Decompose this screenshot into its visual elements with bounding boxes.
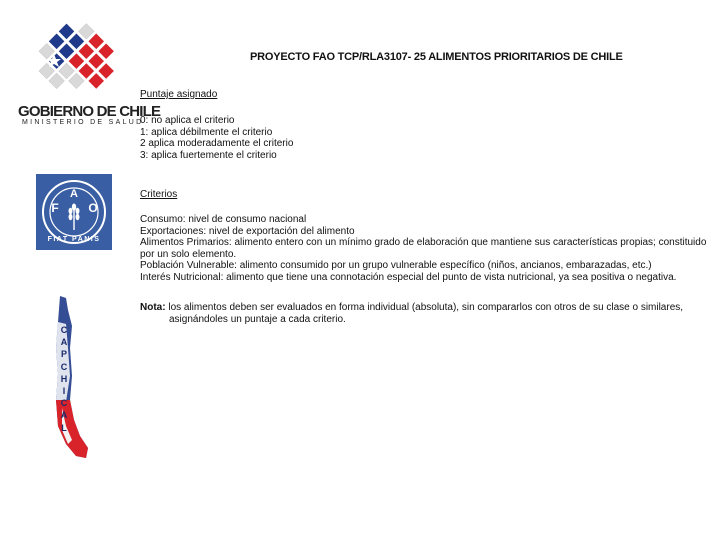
criteria-list [140,214,706,283]
criterion-poblacion: Población Vulnerable: alimento consumido por un grupo vulnerable específico (niños, ancianos, embarazadas, etc.) [140,260,652,271]
fao-letter-a: A [70,188,78,200]
scoring-item: 3: aplica fuertemente el criterio [140,149,277,161]
note-line-2: asignándoles un puntaje a cada criterio. [169,313,346,325]
scoring-item: 1: aplica débilmente el criterio [140,126,273,138]
capchical-letter: A [60,337,68,348]
criterion-primarios: Alimentos Primarios: alimento entero con un mínimo grado de elaboración que mantiene sus características propias; constituido [140,237,707,248]
note-label: Nota: [140,302,166,313]
fao-letter-f: F [51,201,59,215]
capchical-letter: C [60,325,68,335]
capchical-letter: C [60,398,68,409]
criteria-heading: Criterios [140,189,178,200]
criterion-primarios-cont: por un solo elemento. [140,248,237,260]
capchical-letter: H [60,373,68,384]
page-title: PROYECTO FAO TCP/RLA3107- 25 ALIMENTOS PRIORITARIOS DE CHILE [250,51,623,63]
criterion-consumo: Consumo: nivel de consumo nacional [140,214,307,225]
gobierno-de-chile-logo [30,16,120,102]
scoring-heading: Puntaje asignado [140,89,218,100]
capchical-letter: I [62,386,66,397]
gobierno-de-chile-name: GOBIERNO DE CHILE [18,103,161,120]
scoring-item: 0: no aplica el criterio [140,115,235,126]
capchical-letter: P [60,349,67,360]
fao-motto: FIAT PANIS [47,236,101,243]
capchical-letter: C [60,361,68,372]
scoring-list [140,115,293,161]
note [140,302,683,325]
fao-letter-o: O [88,201,98,215]
scoring-item: 2 aplica moderadamente el criterio [140,138,294,149]
criterion-interes: Interés Nutricional: alimento que tiene una connotación especial del punto de vista nutricional, ya sea positiva o negativa. [140,271,677,283]
note-line-1: los alimentos deben ser evaluados en forma individual (absoluta), sin compararlos con otros de su clase o similares, [165,302,684,313]
ministerio-de-salud: MINISTERIO DE SALUD [22,119,144,126]
capchical-letter: L [61,422,67,433]
capchical-vertical-label [58,324,70,434]
fao-logo [36,174,112,250]
capchical-letter: A [60,410,68,421]
criterion-exportaciones: Exportaciones: nivel de exportación del alimento [140,225,355,237]
